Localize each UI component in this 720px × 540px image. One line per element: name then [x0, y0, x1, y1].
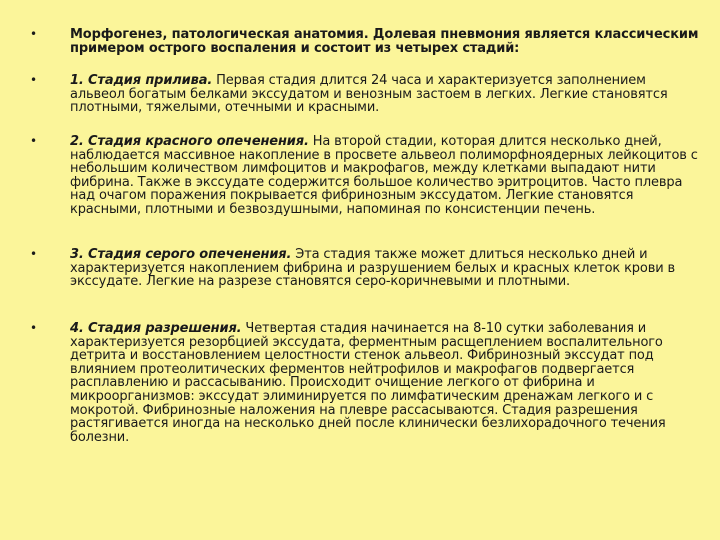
stage-4-heading: 4. Стадия разрешения. [70, 321, 242, 336]
bullet: • [30, 73, 38, 87]
stage-2-body: На второй стадии, которая длится несколько дней, наблюдается массивное накопление в просвете альвеол полиморфноядерных лейкоцитов с небольшим количеством лимфоцитов и макрофагов, между клетками выпадают нити фибрина. Также в экссудате содержится большое количество эритроцитов. Часто плевра над очагом поражения покрывается фибринозным экссудатом. Легкие становятся красными, плотными и безвоздушными, напоминая по консистенции печень. [70, 134, 698, 217]
stage-3-heading: 3. Стадия серого опеченения. [70, 247, 292, 262]
bullet: • [30, 134, 38, 148]
stage-4-body: Четвертая стадия начинается на 8-10 сутки заболевания и характеризуется резорбцией экссудата, ферментным расщеплением воспалительного детрита и восстановлением целостности стенок альвеол. Фибринозный экссудат под влиянием протеолитических ферментов нейтрофилов и макрофагов подвергается расплавлению и рассасыванию. Происходит очищение легкого от фибрина и микроорганизмов: экссудат элиминируется по лимфатическим дренажам легкого и с мокротой. Фибринозные наложения на плевре рассасываются. Стадия разрешения растягивается иногда на несколько дней после клинически безлихорадочного течения болезни. [70, 321, 666, 445]
bullet: • [30, 27, 38, 41]
stage-2-heading: 2. Стадия красного опеченения. [70, 134, 309, 149]
stage-3-body: Эта стадия также может длиться несколько дней и характеризуется накоплением фибрина и разрушением белых и красных клеток крови в экссудате. Легкие на разрезе становятся серо-коричневыми и плотными. [70, 247, 675, 290]
stage-1-body: Первая стадия длится 24 часа и характеризуется заполнением альвеол богатым белками экссудатом и венозным застоем в легких. Легкие становятся плотными, тяжелыми, отечными и красными. [70, 73, 668, 116]
bullet: • [30, 247, 38, 261]
bullet: • [30, 321, 38, 335]
stage-2-text [70, 135, 700, 217]
stage-1-text [70, 74, 700, 115]
intro-body: Морфогенез, патологическая анатомия. Долевая пневмония является классическим примером острого воспаления и состоит из четырех стадий: [70, 27, 699, 56]
intro-text [70, 28, 700, 55]
stage-1-heading: 1. Стадия прилива. [70, 73, 213, 88]
stage-3-text [70, 248, 700, 289]
stage-4-text [70, 322, 700, 444]
